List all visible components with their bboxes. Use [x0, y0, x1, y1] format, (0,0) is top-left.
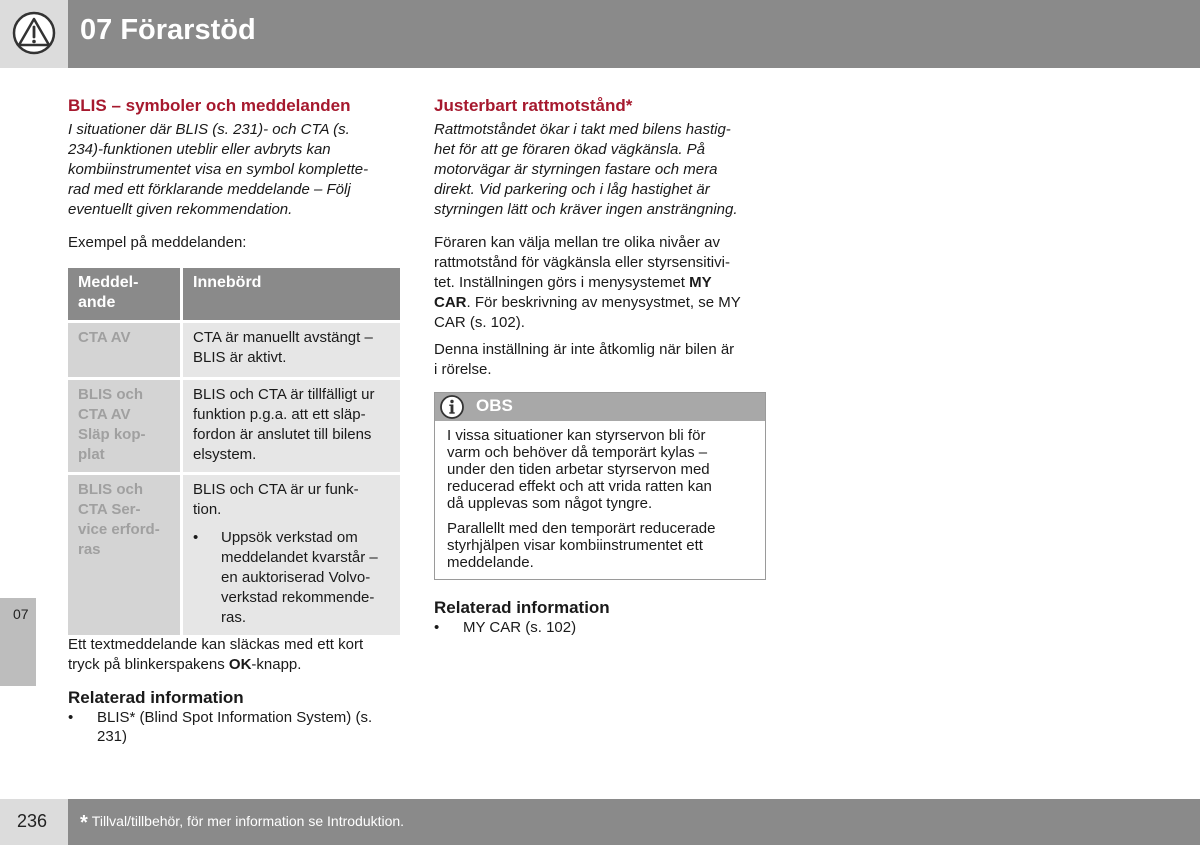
obs-body: I vissa situationer kan styrservon bli för varm och behöver då temporärt kylas – under den tiden arbetar styrservon med reducerad effekt och att vrida ratten kan då upplevas som något tyngre. Parallellt med den temporärt reducerade styrhjälpen visar kombiinstrumentet ett meddelande.: [447, 427, 716, 571]
blis-intro: I situationer där BLIS (s. 231)- och CTA (s. 234)-funktionen uteblir eller avbryts kan kombiinstrumentet visa en symbol komplette- rad med ett förklarande meddelande – Följ eventuellt given rekommendation.: [68, 121, 369, 218]
right-column: [434, 96, 766, 380]
steering-paragraph: Föraren kan välja mellan tre olika nivåer av rattmotstånd för vägkänsla eller styrsensitivi- tet. Inställningen görs i menysystemet MY CAR. För beskrivning av menysystmet, se MY CAR (s. 102).: [434, 234, 741, 331]
related-link-blis[interactable]: • BLIS* (Blind Spot Information System) (s. 231): [68, 709, 373, 745]
table-header-meaning: Innebörd: [183, 268, 400, 320]
obs-note-box: [434, 392, 766, 580]
left-column: [68, 96, 400, 253]
chapter-side-tab-label: 07: [13, 606, 29, 622]
section-heading-steering: Justerbart rattmotstånd*: [434, 96, 633, 115]
warning-triangle-icon: [12, 11, 56, 55]
table-cell-condition: BLIS och CTA Ser- vice erford- ras: [68, 472, 183, 635]
table-cell-condition: CTA AV: [68, 320, 183, 377]
related-info-heading: Relaterad information: [68, 688, 244, 707]
table-cell-meaning: BLIS och CTA är tillfälligt ur funktion p.g.a. att ett släp- fordon är anslutet till bilens elsystem.: [183, 377, 400, 472]
table-row: [68, 377, 400, 472]
steering-availability: Denna inställning är inte åtkomlig när bilen är i rörelse.: [434, 341, 735, 378]
page-number: 236: [17, 811, 48, 831]
bullet: •: [193, 529, 199, 546]
obs-header: [435, 393, 765, 421]
messages-table: [68, 268, 400, 635]
footnote: [80, 812, 404, 835]
related-info-heading: Relaterad information: [434, 598, 610, 617]
info-icon: [440, 395, 464, 419]
table-header-message: Meddel- ande: [68, 268, 183, 320]
table-cell-meaning: BLIS och CTA är ur funk- tion. • Uppsök verkstad om meddelandet kvarstår – en auktoriserad Volvo- verkstad rekommende- ras.: [183, 472, 400, 635]
table-cell-meaning: CTA är manuellt avstängt – BLIS är aktivt.: [183, 320, 400, 377]
table-row: [68, 472, 400, 635]
chapter-title: 07 Förarstöd: [80, 14, 256, 46]
footnote-marker: *: [80, 812, 88, 834]
right-related-info: [434, 598, 766, 637]
section-heading-blis: BLIS – symboler och meddelanden: [68, 96, 351, 115]
examples-label: Exempel på meddelanden:: [68, 234, 247, 251]
steering-intro: Rattmotståndet ökar i takt med bilens hastig- het för att ge föraren ökad vägkänsla. På motorvägar är styrningen fastare och mera direkt. Vid parkering och i låg hastighet är styrningen lätt och kräver ingen ansträngning.: [434, 121, 738, 218]
list-item: • Uppsök verkstad om meddelandet kvarstår – en auktoriserad Volvo- verkstad rekommende- ras.: [193, 529, 378, 626]
table-row: [68, 320, 400, 377]
related-link-mycar[interactable]: • MY CAR (s. 102): [434, 619, 577, 636]
obs-label: OBS: [476, 396, 513, 415]
dismiss-note: Ett textmeddelande kan släckas med ett kort tryck på blinkerspakens OK-knapp. Relaterad information • BLIS* (Blind Spot Information System) (s. 231): [68, 635, 400, 746]
table-cell-condition: BLIS och CTA AV Släp kop- plat: [68, 377, 183, 472]
ok-key-label: OK: [228, 656, 252, 673]
footnote-text: Tillval/tillbehör, för mer information se Introduktion.: [91, 813, 405, 829]
